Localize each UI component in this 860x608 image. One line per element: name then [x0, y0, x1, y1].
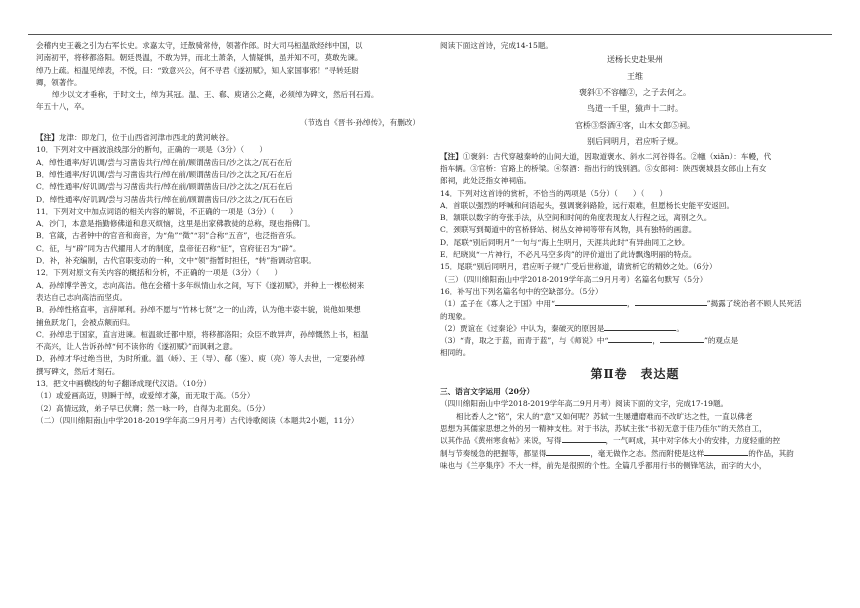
option: D．补，补充编制，古代官职变动的一种，文中“领”指暂时担任，“转”指调动官职。 — [36, 256, 316, 266]
answer-blank[interactable] — [660, 335, 704, 343]
passage-line: 绰少以文才垂称，于时文士，绰为其冠。温、王、郗、庾诸公之薨，必须绰为碑文，然后刊石焉。 — [52, 90, 379, 100]
fill-item: （2）贾谊在《过秦论》中认为，秦破灭的原因是 。 — [440, 323, 684, 333]
language-line: 制与节奏缓急的把握等，都显得 ，毫无做作之态。然而附使是这样 的作品，其韵 — [440, 448, 794, 458]
question-10: 10．下列对文中画波浪线部分的断句，正确的一项是（3分）（ ） — [36, 145, 267, 155]
part-title: 第Ⅱ卷 表达题 — [590, 366, 680, 381]
poem-title: 送杨长史赴果州 — [607, 55, 663, 65]
answer-blank[interactable] — [562, 435, 606, 443]
option: D．孙绰才华过绝当世，为时所重。温（峤）、王（导）、郗（鉴）、庾（亮）等人去世，一定要孙绰 — [36, 354, 365, 364]
reading-intro: 阅读下面这首诗，完成14-15题。 — [440, 41, 554, 50]
note-text: ①褒斜：古代穿越秦岭的山间大道，因取道褒水、斜水二河谷得名。②幰（xiǎn）：车幔，代 — [462, 151, 772, 161]
poem — [440, 52, 830, 150]
poem-line: 鸟道一千里，猿声十二时。 — [587, 104, 683, 114]
question-12: 12．下列对原文有关内容的概括和分析，不正确的一项是（3分）（ ） — [36, 268, 283, 278]
translation-item: （2）高情远致，弟子早已伏膺；然一咏一吟，自得为北面矣。（5分） — [36, 403, 270, 413]
note-label: 【注】 — [36, 133, 59, 143]
note-text: 龙津：即龙门，位于山西省河津市西北的黄河峡谷。 — [58, 133, 234, 143]
fill-item: 相同的。 — [440, 348, 471, 358]
poem-line: 别后同明月，君应听子规。 — [587, 137, 683, 147]
poem-note — [440, 151, 830, 163]
language-line: 思想为其儒家思想之外的另一精神支柱。对于书法，苏轼主张“书初无意于佳乃佳尔”的天然自工， — [440, 424, 767, 434]
top-rule — [28, 34, 832, 35]
section-heading: （二）（四川绵阳南山中学2018-2019学年高二9月月考）古代诗歌阅读（本题共2小题，11分） — [36, 415, 359, 425]
passage-line: 卿，领著作。 — [36, 77, 82, 87]
note-label: 【注】 — [440, 151, 463, 161]
option: D．尾联“别后同明月”一句与“海上生明月，天涯共此时”有异曲同工之妙。 — [440, 237, 690, 247]
poem-author: 王维 — [627, 71, 643, 81]
question-16: 16．补写出下列名篇名句中的空缺部分。（5分） — [440, 286, 603, 296]
option: 撰写碑文，然后才刻石。 — [36, 366, 120, 376]
option: A．首联以强烈的呼喊和问语起头，强调褒斜路险，远行艰难，但愿杨长史能平安返回。 — [440, 200, 735, 210]
option: 捕鱼跃龙门，会被点额而归。 — [36, 317, 135, 327]
option: C．孙绰忠于国家，直言进谏。桓温欲迁都中原，将移都洛阳；众臣不敢异声，孙绰慨然上书，桓温 — [36, 329, 369, 339]
language-line: 以其作品《黄州寒食帖》来说，写得 ，一气呵成，其中对字体大小的安排，力度轻重的控 — [440, 436, 781, 446]
fill-item: （3）“青，取之于蓝，而青于蓝”，与《师说》中“ ， ”的观点是 — [440, 336, 739, 346]
question-14: 14．下列对这首诗的赏析，不恰当的两项是（5分）（ ）（ ） — [440, 188, 668, 198]
answer-blank[interactable] — [546, 448, 590, 456]
option: 不高兴，让人告诉孙绰“何不读你的《遂初赋》”而讽刺之意。 — [36, 342, 238, 352]
note — [36, 132, 420, 144]
answer-blank[interactable] — [635, 298, 707, 306]
fill-item: （1）孟子在《寡人之于国》中用“ ， ”揭露了统治者不顾人民死活 — [440, 299, 802, 309]
option: A．绰性通率/好讥调/尝与习凿齿共行/绰在前/顾谓凿齿曰/沙之汰之/瓦石在后 — [36, 157, 293, 167]
option: E．纪晓岚“一片神行，不必凡马空多肉”的评价道出了此诗飘逸明丽的特点。 — [440, 250, 697, 260]
option: B．官箴，古者钟中的官音和商音，为“角”“徵”“羽”合称“五音”，也泛指音乐。 — [36, 231, 301, 241]
question-11: 11．下列对文中加点词语的相关内容的解说，不正确的一项是（3分）（ ） — [36, 206, 298, 216]
option: A．沙门，本意是指勤修佛道和息灭烦恼，这里是出家佛教徒的总称，现也指佛门。 — [36, 219, 315, 229]
option: C．颈联写到蜀道中的官桥驿站、树丛女神祠等带有风物，具有独特的画意。 — [440, 225, 697, 235]
passage-line: 河南初平，将移都洛阳。朝廷畏温，不敢为异，而北土萧条，人情疑惧，虽并知不可，莫敢先谏。 — [36, 53, 363, 63]
option: A．孙绰博学善文，志向高洁。他在会稽十多年纵情山水之间，写下《遂初赋》，并种上一棵松树来 — [36, 280, 365, 290]
option: C．绰性通率/好讥调/尝与习凿齿共行/绰在前/顾谓凿齿曰/沙之汰之/瓦石在后 — [36, 182, 293, 192]
poem-line: 褒斜①不容幰②，之子去何之。 — [579, 88, 691, 98]
answer-blank[interactable] — [608, 335, 652, 343]
option: B．孙绰性格直率，言辞犀利。孙绰不愿与“竹林七贤”之一的山涛，认为他丰姿丰貌，说他如果想 — [36, 305, 361, 315]
poem-note-line: 郎祠，此处泛指女神祠庙。 — [440, 176, 532, 186]
language-line: 味也与《兰亭集序》不大一样，前先是很照的个性。全篇几乎都用行书的侧锋笔法，而字的大小， — [440, 460, 767, 470]
answer-blank[interactable] — [604, 323, 676, 331]
passage-line: 会稽内史王羲之引为右军长史。求嘉太守，迁散骑常侍，领著作郎。时大司马桓温欲经纬中国，以 — [36, 41, 363, 50]
question-15: 15．尾联“别后同明月，君应听子规”广受后世称道，请赏析它的精妙之处。（6分） — [440, 262, 717, 272]
right-column — [440, 40, 830, 472]
answer-blank[interactable] — [555, 298, 627, 306]
language-intro: （四川绵阳南山中学2018-2019学年高二9月月考）阅读下面的文字，完成17-19题。 — [440, 399, 729, 409]
option: C．征，与“辟”同为古代擢用人才的制度，皇帝征召称“征”，官府征召为“辟”。 — [36, 243, 301, 253]
fill-item: 的现象。 — [440, 311, 471, 321]
option: B．颔联以数字的夸张手法，从空间和时间的角度表现友人行程之远，离别之久。 — [440, 213, 712, 223]
answer-blank[interactable] — [704, 448, 748, 456]
left-column — [36, 40, 420, 427]
passage-line: 年五十八，卒。 — [36, 102, 90, 112]
poem-line: 官桥③祭酒④客，山木女郎⑤祠。 — [575, 120, 695, 130]
language-line: 相比香人之“铭”，宋人的“意”又如何呢？苏轼一生屡遭磨难而不改旷达之性，一直以佛老 — [456, 411, 753, 421]
option: 表达自己志向高洁而坚贞。 — [36, 292, 128, 302]
question-13: 13．把文中画横线的句子翻译成现代汉语。（10分） — [36, 379, 211, 389]
section-heading: 三、语言文字运用（20分） — [440, 387, 535, 397]
option: D．绰性通率/好讥调/尝与习凿齿共行/绰在前/顾谓凿齿曰/沙之汰之/瓦石在后 — [36, 194, 293, 204]
translation-item: （1）或爱画高迈，则瞬于绰，或爱绰才藻，而无取于高。（5分） — [36, 391, 255, 401]
passage-line: 绰乃上疏。桓温见绰表，不悦，曰：“致意兴公，何不寻君《遂初赋》，知人家国事邪！”寻转廷尉 — [36, 65, 359, 75]
section-heading: （三）（四川绵阳南山中学2018-2019学年高二9月月考）名篇名句默写（5分） — [440, 274, 708, 284]
poem-note-line: 指车辆。③官桥：官路上的桥梁。④祭酒：指出行的饯别酒。⑤女郎祠：陕西褒城县女郎山上有女 — [440, 163, 767, 173]
passage-source: （节选自《晋书·孙绰传》，有删改） — [299, 117, 420, 127]
option: B．绰性通率/好讥调/尝与习凿齿共行/绰在前/顾谓凿齿曰/沙之汰之瓦/石在后 — [36, 169, 293, 179]
